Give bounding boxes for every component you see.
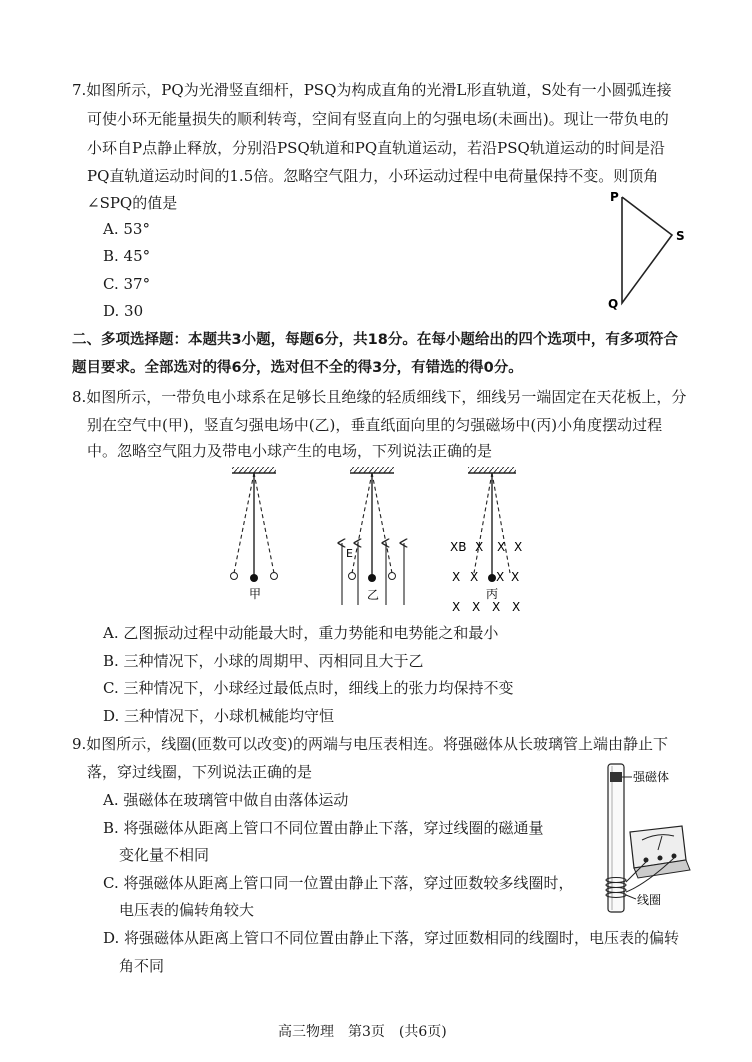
q8-line: 中。忽略空气阻力及带电小球产生的电场，下列说法正确的是 — [87, 442, 493, 460]
point-p-label: P — [610, 190, 619, 204]
q7-line: 7.如图所示，PQ为光滑竖直细杆，PSQ为构成直角的光滑L形直轨道，S处有一小圆弧连接 — [72, 81, 672, 99]
page-footer: 高三物理 第3页 (共6页) — [278, 1024, 447, 1040]
b-field-mark: X — [452, 600, 461, 613]
coil-label: 线圈 — [637, 893, 662, 907]
q8-line: 别在空气中(甲)，竖直匀强电场中(乙)，垂直纸面向里的匀强磁场中(丙)小角度摆动过程 — [87, 416, 663, 434]
pendulum-bing — [450, 467, 522, 613]
q8-figure-pendulums — [222, 463, 542, 613]
q7-option-c: C. 37° — [103, 275, 151, 293]
field-e-label: E — [346, 547, 353, 560]
q7-line: PQ直轨道运动时间的1.5倍。忽略空气阻力，小环运动过程中电荷量保持不变。则顶角 — [87, 167, 659, 185]
b-field-mark: X — [511, 570, 520, 584]
pendulum-jia-label: 甲 — [249, 587, 262, 601]
b-field-mark: X — [512, 600, 521, 613]
q9-option-b-cont: 变化量不相同 — [119, 846, 210, 864]
section-2-line: 题目要求。全部选对的得6分，选对但不全的得3分，有错选的得0分。 — [72, 360, 523, 376]
q8-option-b: B. 三种情况下，小球的周期甲、丙相同且大于乙 — [103, 652, 424, 670]
q7-line: 可使小环无能量损失的顺利转弯，空间有竖直向上的匀强电场(未画出)。现让一带负电的 — [87, 110, 669, 128]
field-b-label: XB — [450, 540, 467, 554]
pendulum-yi-label: 乙 — [367, 588, 380, 602]
point-s-label: S — [676, 229, 685, 243]
pendulum-jia — [231, 467, 278, 601]
q7-figure-psq — [600, 185, 700, 315]
q8-option-c: C. 三种情况下，小球经过最低点时，细线上的张力均保持不变 — [103, 679, 514, 697]
q9-line: 9.如图所示，线圈(匝数可以改变)的两端与电压表相连。将强磁体从长玻璃管上端由静止下 — [72, 735, 669, 753]
b-field-mark: X — [452, 570, 461, 584]
magnet-label: 强磁体 — [633, 770, 670, 784]
section-2-line: 二、多项选择题：本题共3小题，每题6分，共18分。在每小题给出的四个选项中，有多项符合 — [72, 332, 678, 348]
q8-option-a: A. 乙图振动过程中动能最大时，重力势能和电势能之和最小 — [103, 624, 499, 642]
q7-option-d: D. 30 — [103, 302, 144, 320]
point-q-label: Q — [608, 297, 619, 311]
b-field-mark: X — [496, 570, 505, 584]
b-field-mark: X — [497, 540, 506, 554]
q9-line: 落，穿过线圈，下列说法正确的是 — [87, 763, 313, 781]
q9-option-c-cont: 电压表的偏转角较大 — [119, 901, 255, 919]
q8-line: 8.如图所示，一带负电小球系在足够长且绝缘的轻质细线下，细线另一端固定在天花板上，分 — [72, 388, 687, 406]
b-field-mark: X — [475, 540, 484, 554]
q8-option-d: D. 三种情况下，小球机械能均守恒 — [103, 707, 335, 725]
pendulum-bing-label: 丙 — [486, 587, 499, 601]
b-field-mark: X — [492, 600, 501, 613]
q9-option-a: A. 强磁体在玻璃管中做自由落体运动 — [103, 791, 349, 809]
q9-option-d-cont: 角不同 — [119, 957, 165, 975]
b-field-mark: X — [470, 570, 479, 584]
q9-option-b: B. 将强磁体从距离上管口不同位置由静止下落，穿过线圈的磁通量 — [103, 819, 544, 837]
q7-line: 小环自P点静止释放，分别沿PSQ轨道和PQ直轨道运动，若沿PSQ轨道运动的时间是沿 — [87, 139, 665, 157]
pendulum-yi — [342, 467, 404, 605]
q7-line: ∠SPQ的值是 — [87, 194, 178, 212]
b-field-mark: X — [514, 540, 523, 554]
q7-option-a: A. 53° — [103, 220, 150, 238]
q9-figure-magnet-tube — [590, 760, 730, 920]
q9-option-d: D. 将强磁体从距离上管口不同位置由静止下落，穿过匝数相同的线圈时，电压表的偏转 — [103, 929, 680, 947]
q7-option-b: B. 45° — [103, 247, 151, 265]
b-field-mark: X — [472, 600, 481, 613]
q9-option-c: C. 将强磁体从距离上管口同一位置由静止下落，穿过匝数较多线圈时， — [103, 874, 574, 892]
